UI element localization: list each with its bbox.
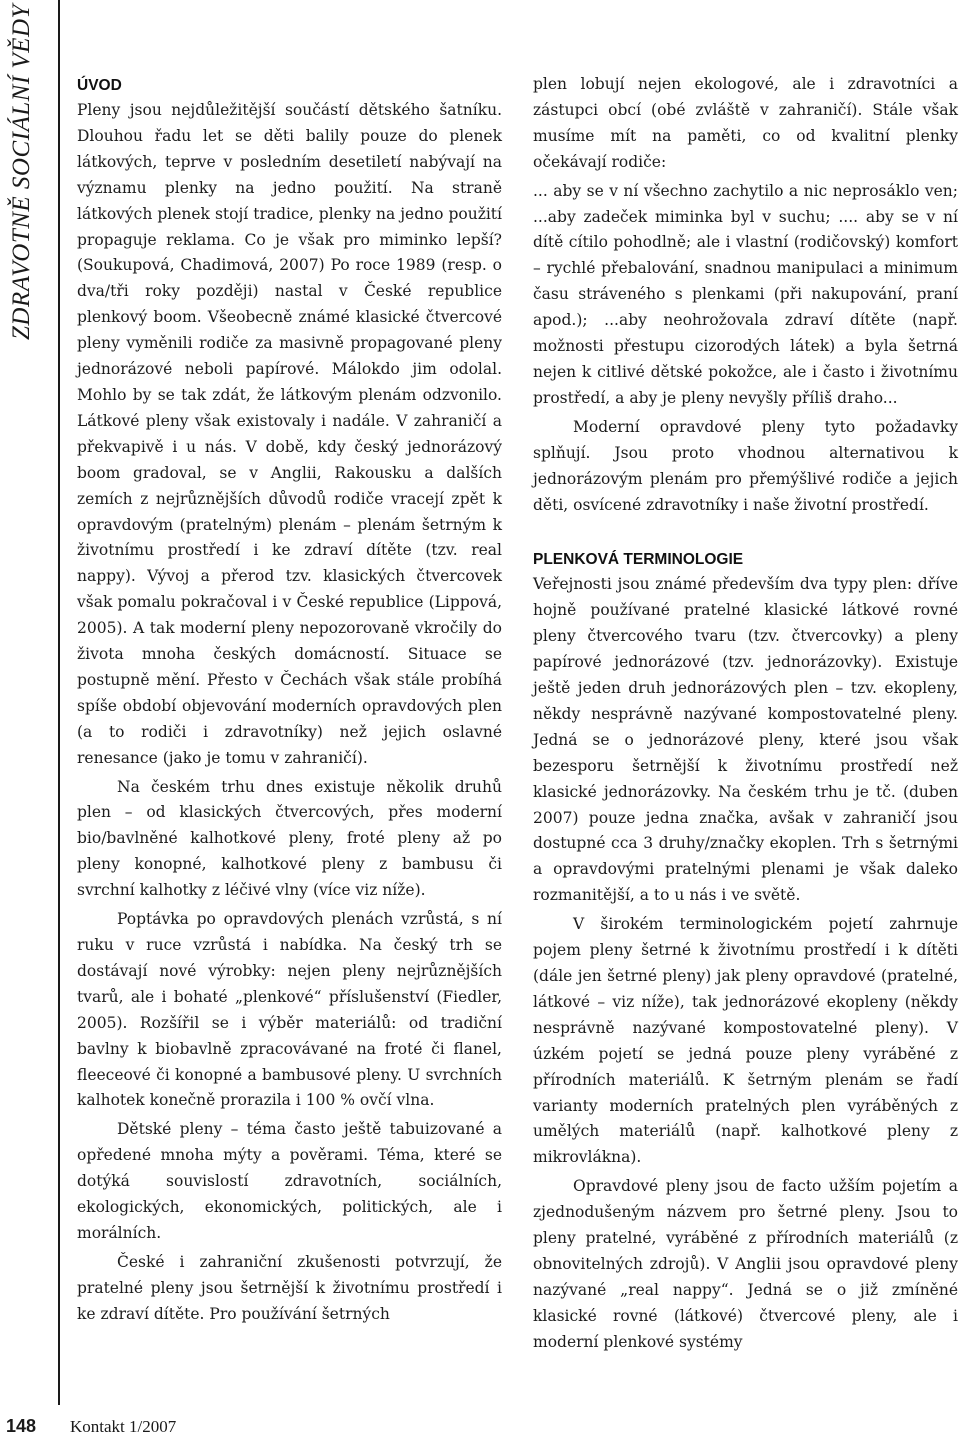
paragraph: Opravdové pleny jsou de facto užším pojetím a zjednodušeným názvem pro šetrné pleny. Jsou to pleny pratelné, vyráběné z přírodních materiálů (z obnovitelných zdrojů). V Anglii jsou opravdové pleny nazývané „real nappy“. Jedná se o již zmíněné klasické rovné (látkové) čtvercové pleny, ale i moderní plenkové systémy [533,1177,958,1351]
section-label: ZDRAVOTNĚ SOCIÁLNÍ VĚDY [8,4,35,340]
right-column [533,72,958,1356]
journal-issue: Kontakt 1/2007 [70,1417,177,1436]
paragraph: Poptávka po opravdových plenách vzrůstá, s ní ruku v ruce vzrůstá i nabídka. Na český trh se dostávají nové výrobky: nejen pleny nejrůznějších tvarů, ale i bohaté „plenkové“ příslušenství (Fiedler, 2005). Rozšířil se i výběr materiálů: od tradiční bavlny k biobavlně zpracovávané na froté či flanel, fleeceové či konopné a bambusové pleny. U svrchních kalhotek konečně prorazila i 100 % ovčí vlna. [77,910,502,1110]
paragraph: Dětské pleny – téma často ještě tabuizované a opředené mnoha mýty a pověrami. Téma, které se dotýká souvislostí zdravotních, sociálních, ekologických, ekonomických, politických, ale i morálních. [77,1120,502,1242]
paragraph: ... aby se v ní všechno zachytilo a nic neprosáklo ven; ...aby zadeček miminka byl v suchu; .... aby se v ní dítě cítilo pohodlně; ale i vlastní (rodičovský) komfort – rychlé přebalování, snadnou manipulaci a minimum času stráveného s plenkami (při nakupování, praní apod.); ...aby neohrožovala zdraví dítěte (např. možnosti přestupu cizorodých látek) a byla šetrná nejen k citlivé dětské pokožce, ale i často i životnímu prostředí, a aby je pleny nevyšly příliš draho... [533,181,958,407]
left-column [77,74,502,1328]
section-heading-uvod: ÚVOD [77,77,122,94]
page-footer [0,1416,300,1440]
paragraph: Veřejnosti jsou známé především dva typy plen: dříve hojně používané pratelné klasické látkové rovné pleny čtvercového tvaru (tzv. čtvercovky) a pleny papírové jednorázové (tzv. jednorázovky). Existuje ještě jeden druh jednorázových plen – tzv. ekopleny, někdy nesprávně nazývané kompostovatelné pleny. Jedná se o jednorázové pleny, které jsou však bezesporu šetrnější k životnímu prostředí než klasické jednorázovky. Na českém trhu je tč. (duben 2007) pouze jedna značka, avšak v zahraničí jsou dostupné cca 3 druhy/značky ekoplen. Trh s šetrnými a opravdovými pratelnými plenami je však daleko rozmanitější, a to u nás i ve světě. [533,575,958,905]
paragraph: Moderní opravdové pleny tyto požadavky splňují. Jsou proto vhodnou alternativou k jednorázovým plenám pro přemýšlivé rodiče a jejich děti, osvícené zdravotníky i naše životní prostředí. [533,417,958,514]
paragraph: plen lobují nejen ekologové, ale i zdravotníci a zástupci obcí (obé zvláště v zahraničí). Stále však musíme mít na paměti, co od kvalitní plenky očekávají rodiče: [533,75,958,171]
paragraph: České i zahraniční zkušenosti potvrzují, že pratelné pleny jsou šetrnější k životnímu prostředí i ke zdraví dítěte. Pro používání šetrných [77,1252,502,1323]
page-number: 148 [6,1416,37,1436]
paragraph: Na českém trhu dnes existuje několik druhů plen – od klasických čtvercových, přes moderní bio/bavlněné kalhotkové pleny, froté pleny až po pleny konopné, kalhotkové pleny z bambusu či svrchní kalhotky z léčivé vlny (více viz níže). [77,777,502,900]
paragraph: Pleny jsou nejdůležitější součástí dětského šatníku. Dlouhou řadu let se děti balily pouze do plenek látkových, teprve v posledním desetiletí nabývají na významu plenky na jedno použití. Na straně látkových plenek stojí tradice, plenky na jedno použití propaguje reklama. Co je však pro miminko lepší? (Soukupová, Chadimová, 2007) Po roce 1989 (resp. o dva/tři roky později) nastal v České republice plenkový boom. Všeobecně známé klasické čtvercové pleny vyměnili rodiče za masivně propagované pleny jednorázové neboli papírové. Málokdo jim odolal. Mohlo by se tak zdát, že látkovým plenám odzvonilo. Látkové pleny však existovaly i nadále. V zahraničí a překvapivě i u nás. V době, kdy český jednorázový boom gradoval, se v Anglii, Rakousku a dalších zemích z nejrůznějších důvodů rodiče vracejí zpět k opravdovým (pratelným) plenám – plenám šetrným k životnímu prostředí i ke zdraví dítěte (tzv. real nappy). Vývoj a přerod tzv. klasických čtvercovek však pomalu pokračoval i v České republice (Lippová, 2005). A tak moderní pleny nepozorovaně vkročily do života mnoha českých domácností. Situace se postupně mění. Přesto v Čechách však stále probíhá spíše období objevování moderních opravdových plen (a to rodiči i zdravotníky) než jejich oslavné renesance (jako je tomu v zahraničí). [77,101,502,767]
paragraph: V širokém terminologickém pojetí zahrnuje pojem pleny šetrné k životnímu prostředí i k dítěti (dále jen šetrné pleny) jak pleny opravdové (pratelné, látkové – viz níže), tak jednorázové ekopleny (někdy nesprávně nazývané kompostovatelné pleny). V úzkém pojetí se jedná pouze pleny vyráběné z přírodních materiálů. K šetrným plenám se řadí varianty moderních pratelných plen vyráběných z umělých materiálů (např. kalhotkové pleny z mikrovlákna). [533,915,958,1167]
section-heading-terminologie: PLENKOVÁ TERMINOLOGIE [533,551,744,569]
sidebar-rule [58,0,60,1405]
